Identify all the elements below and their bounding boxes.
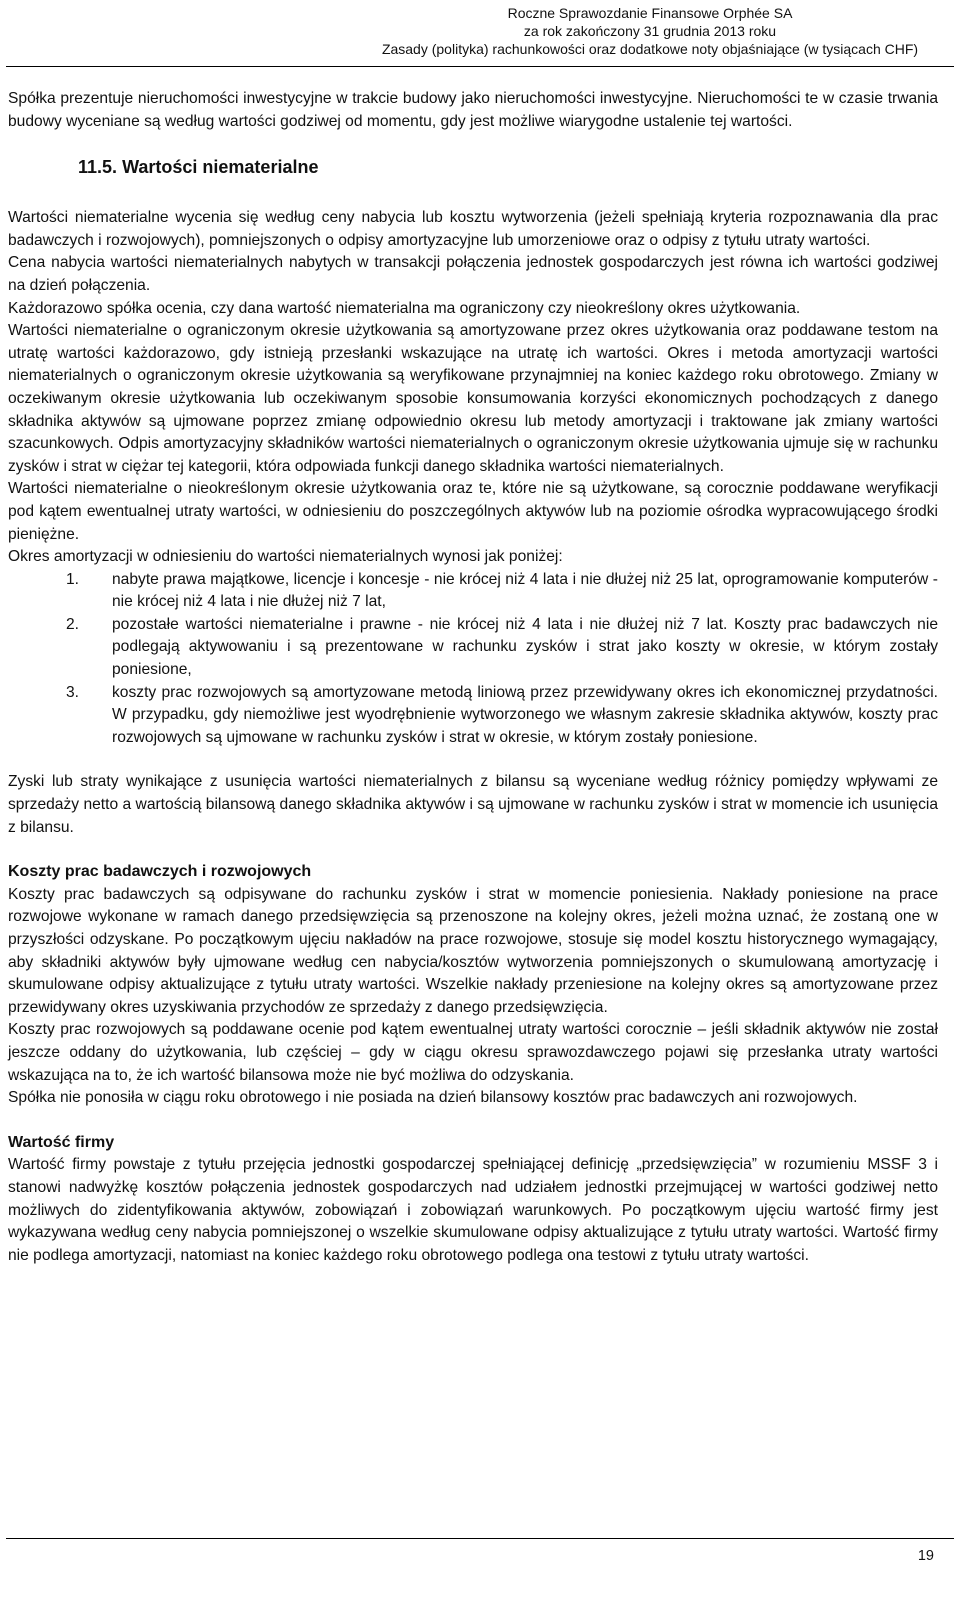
list-item-text: koszty prac rozwojowych są amortyzowane metodą liniową przez przewidywany okres ich ekonomicznej przydatności. W przypadku, gdy niemożliwe jest wyodrębnienie wytworzonego we własnym zakresie składnika aktywów, koszty prac rozwojowych są ujmowane w rachunku zysków i strat w okresie, w którym zostały poniesione. — [112, 683, 938, 746]
page-number: 19 — [917, 1548, 934, 1564]
page-header — [370, 4, 930, 58]
rd-paragraph: Koszty prac badawczych są odpisywane do rachunku zysków i strat w momencie poniesienia. Nakłady poniesione na prace rozwojowe wykonane w ramach danego przedsięwzięcia są przenoszone na kolejny okres, jeżeli można uznać, że zostaną one w przyszłości odzyskane. Po początkowym ujęciu nakładów na prace rozwojowe, stosuje się model kosztu historycznego wymagający, aby składniki aktywów były ujmowane według cen nabycia/kosztów wytworzenia pomniejszonych o skumulowaną amortyzację i skumulowane odpisy aktualizujące z tytułu utraty wartości. Wszelkie nakłady przeniesione na kolejny okres są amortyzowane przez przewidywany okres uzyskiwania przychodów ze sprzedaży z danego przedsięwzięcia. — [8, 885, 938, 1016]
section-title: Wartości niematerialne — [122, 157, 319, 178]
intro-paragraph: Spółka prezentuje nieruchomości inwestycyjne w trakcie budowy jako nieruchomości inwestycyjne. Nieruchomości te w czasie trwania budowy wyceniane są według wartości godziwej od momentu, gdy jest możliwe wiarygodne ustalenie tej wartości. — [8, 90, 938, 130]
rd-paragraph: Koszty prac rozwojowych są poddawane ocenie pod kątem ewentualnej utraty wartości corocznie – jeśli składnik aktywów nie został jeszcze oddany do użytkowania, lub częściej – gdy w ciągu okresu sprawozdawczego pojawi się przesłanka utraty wartości wskazująca na to, że ich wartość bilansowa może nie być możliwa do odzyskania. — [8, 1021, 938, 1084]
list-item-number: 2. — [66, 615, 80, 633]
goodwill-paragraph: Wartość firmy powstaje z tytułu przejęcia jednostki gospodarczej spełniającej definicję „przedsięwzięcia” w rozumieniu MSSF 3 i stanowi nadwyżkę kosztów połączenia jednostek gospodarczych nad udziałem jednostki przejmującej w wartości godziwej netto możliwych do zidentyfikowania aktywów, zobowiązań i zobowiązań warunkowych. Po początkowym ujęciu wartość firmy jest wykazywana według ceny nabycia pomniejszonej o wszelkie skumulowane odpisy aktualizujące z tytułu utraty wartości. Wartość firmy nie podlega amortyzacji, natomiast na koniec każdego roku obrotowego podlega ona testowi z tytułu utraty wartości. — [8, 1156, 938, 1264]
list-item-text: pozostałe wartości niematerialne i prawne - nie krócej niż 4 lata i nie dłużej niż 7 lat. Koszty prac badawczych nie podlegają aktywowaniu i są prezentowane w rachunku zysków i strat jako koszty w okresie, w którym zostały poniesione, — [112, 615, 938, 679]
header-period-line: za rok zakończony 31 grudnia 2013 roku — [523, 23, 777, 39]
paragraph: Wartości niematerialne o nieokreślonym okresie użytkowania oraz te, które nie są użytkowane, są corocznie poddawane weryfikacji pod kątem ewentualnej utraty wartości, w odniesieniu do poszczególnych aktywów lub na poziomie ośrodka wypracowującego środki pieniężne. — [8, 480, 938, 543]
section-heading — [78, 155, 938, 179]
list-item-number: 1. — [66, 570, 80, 588]
goodwill-heading: Wartość firmy — [8, 1133, 115, 1151]
paragraph: Cena nabycia wartości niematerialnych nabytych w transakcji połączenia jednostek gospodarczych jest równa ich wartości godziwej na dzień połączenia. — [8, 254, 938, 294]
amortization-periods-list — [8, 569, 938, 750]
document-body — [8, 88, 938, 1267]
header-divider — [6, 66, 954, 67]
list-item — [8, 682, 938, 750]
paragraph: Wartości niematerialne o ograniczonym okresie użytkowania są amortyzowane przez okres użytkowania oraz poddawane testom na utratę wartości każdorazowo, gdy istnieją przesłanki wskazujące na utratę ich wartości. Okres i metoda amortyzacji wartości niematerialnych o ograniczonym okresie użytkowania są weryfikowane przynajmniej na koniec każdego roku obrotowego. Zmiany w oczekiwanym okresie użytkowania lub oczekiwanym sposobie konsumowania korzyści ekonomicznych pochodzących z danego składnika aktywów są ujmowane poprzez zmianę odpowiednio okresu lub metody amortyzacji i traktowane jak zmiany wartości szacunkowych. Odpis amortyzacyjny składników wartości niematerialnych o ograniczonym okresie użytkowania ujmuje się w rachunku zysków i strat w ciężar tej kategorii, która odpowiada funkcji danego składnika wartości niematerialnych. — [8, 322, 938, 475]
paragraph: Okres amortyzacji w odniesieniu do wartości niematerialnych wynosi jak poniżej: — [8, 548, 563, 566]
footer-divider — [6, 1538, 954, 1539]
paragraph: Każdorazowo spółka ocenia, czy dana wartość niematerialna ma ograniczony czy nieokreślony okres użytkowania. — [8, 299, 801, 317]
spacer — [8, 839, 938, 861]
list-item — [8, 569, 938, 614]
rd-heading: Koszty prac badawczych i rozwojowych — [8, 863, 312, 881]
paragraph: Wartości niematerialne wycenia się według ceny nabycia lub kosztu wytworzenia (jeżeli spełniają kryteria rozpoznawania dla prac badawczych i rozwojowych), pomniejszonych o odpisy amortyzacyjne lub umorzeniowe oraz o odpisy z tytułu utraty wartości. — [8, 209, 938, 249]
header-company-line: Roczne Sprawozdanie Finansowe Orphée SA — [507, 5, 793, 21]
derecognition-paragraph: Zyski lub straty wynikające z usunięcia wartości niematerialnych z bilansu są wyceniane według różnicy pomiędzy wpływami ze sprzedaży netto a wartością bilansową danego składnika aktywów i są ujmowane w rachunku zysków i strat w momencie ich usunięcia z bilansu. — [8, 773, 938, 836]
rd-paragraph: Spółka nie ponosiła w ciągu roku obrotowego i nie posiada na dzień bilansowy kosztów prac badawczych ani rozwojowych. — [8, 1089, 858, 1107]
list-item — [8, 614, 938, 682]
section-number: 11.5. — [78, 157, 118, 178]
spacer — [8, 1110, 938, 1132]
spacer — [8, 749, 938, 771]
header-section-line: Zasady (polityka) rachunkowości oraz dodatkowe noty objaśniające (w tysiącach CHF) — [381, 41, 919, 57]
list-item-text: nabyte prawa majątkowe, licencje i koncesje - nie krócej niż 4 lata i nie dłużej niż 25 lat, oprogramowanie komputerów - nie krócej niż 4 lata i nie dłużej niż 7 lat, — [112, 570, 938, 611]
list-item-number: 3. — [66, 683, 80, 701]
